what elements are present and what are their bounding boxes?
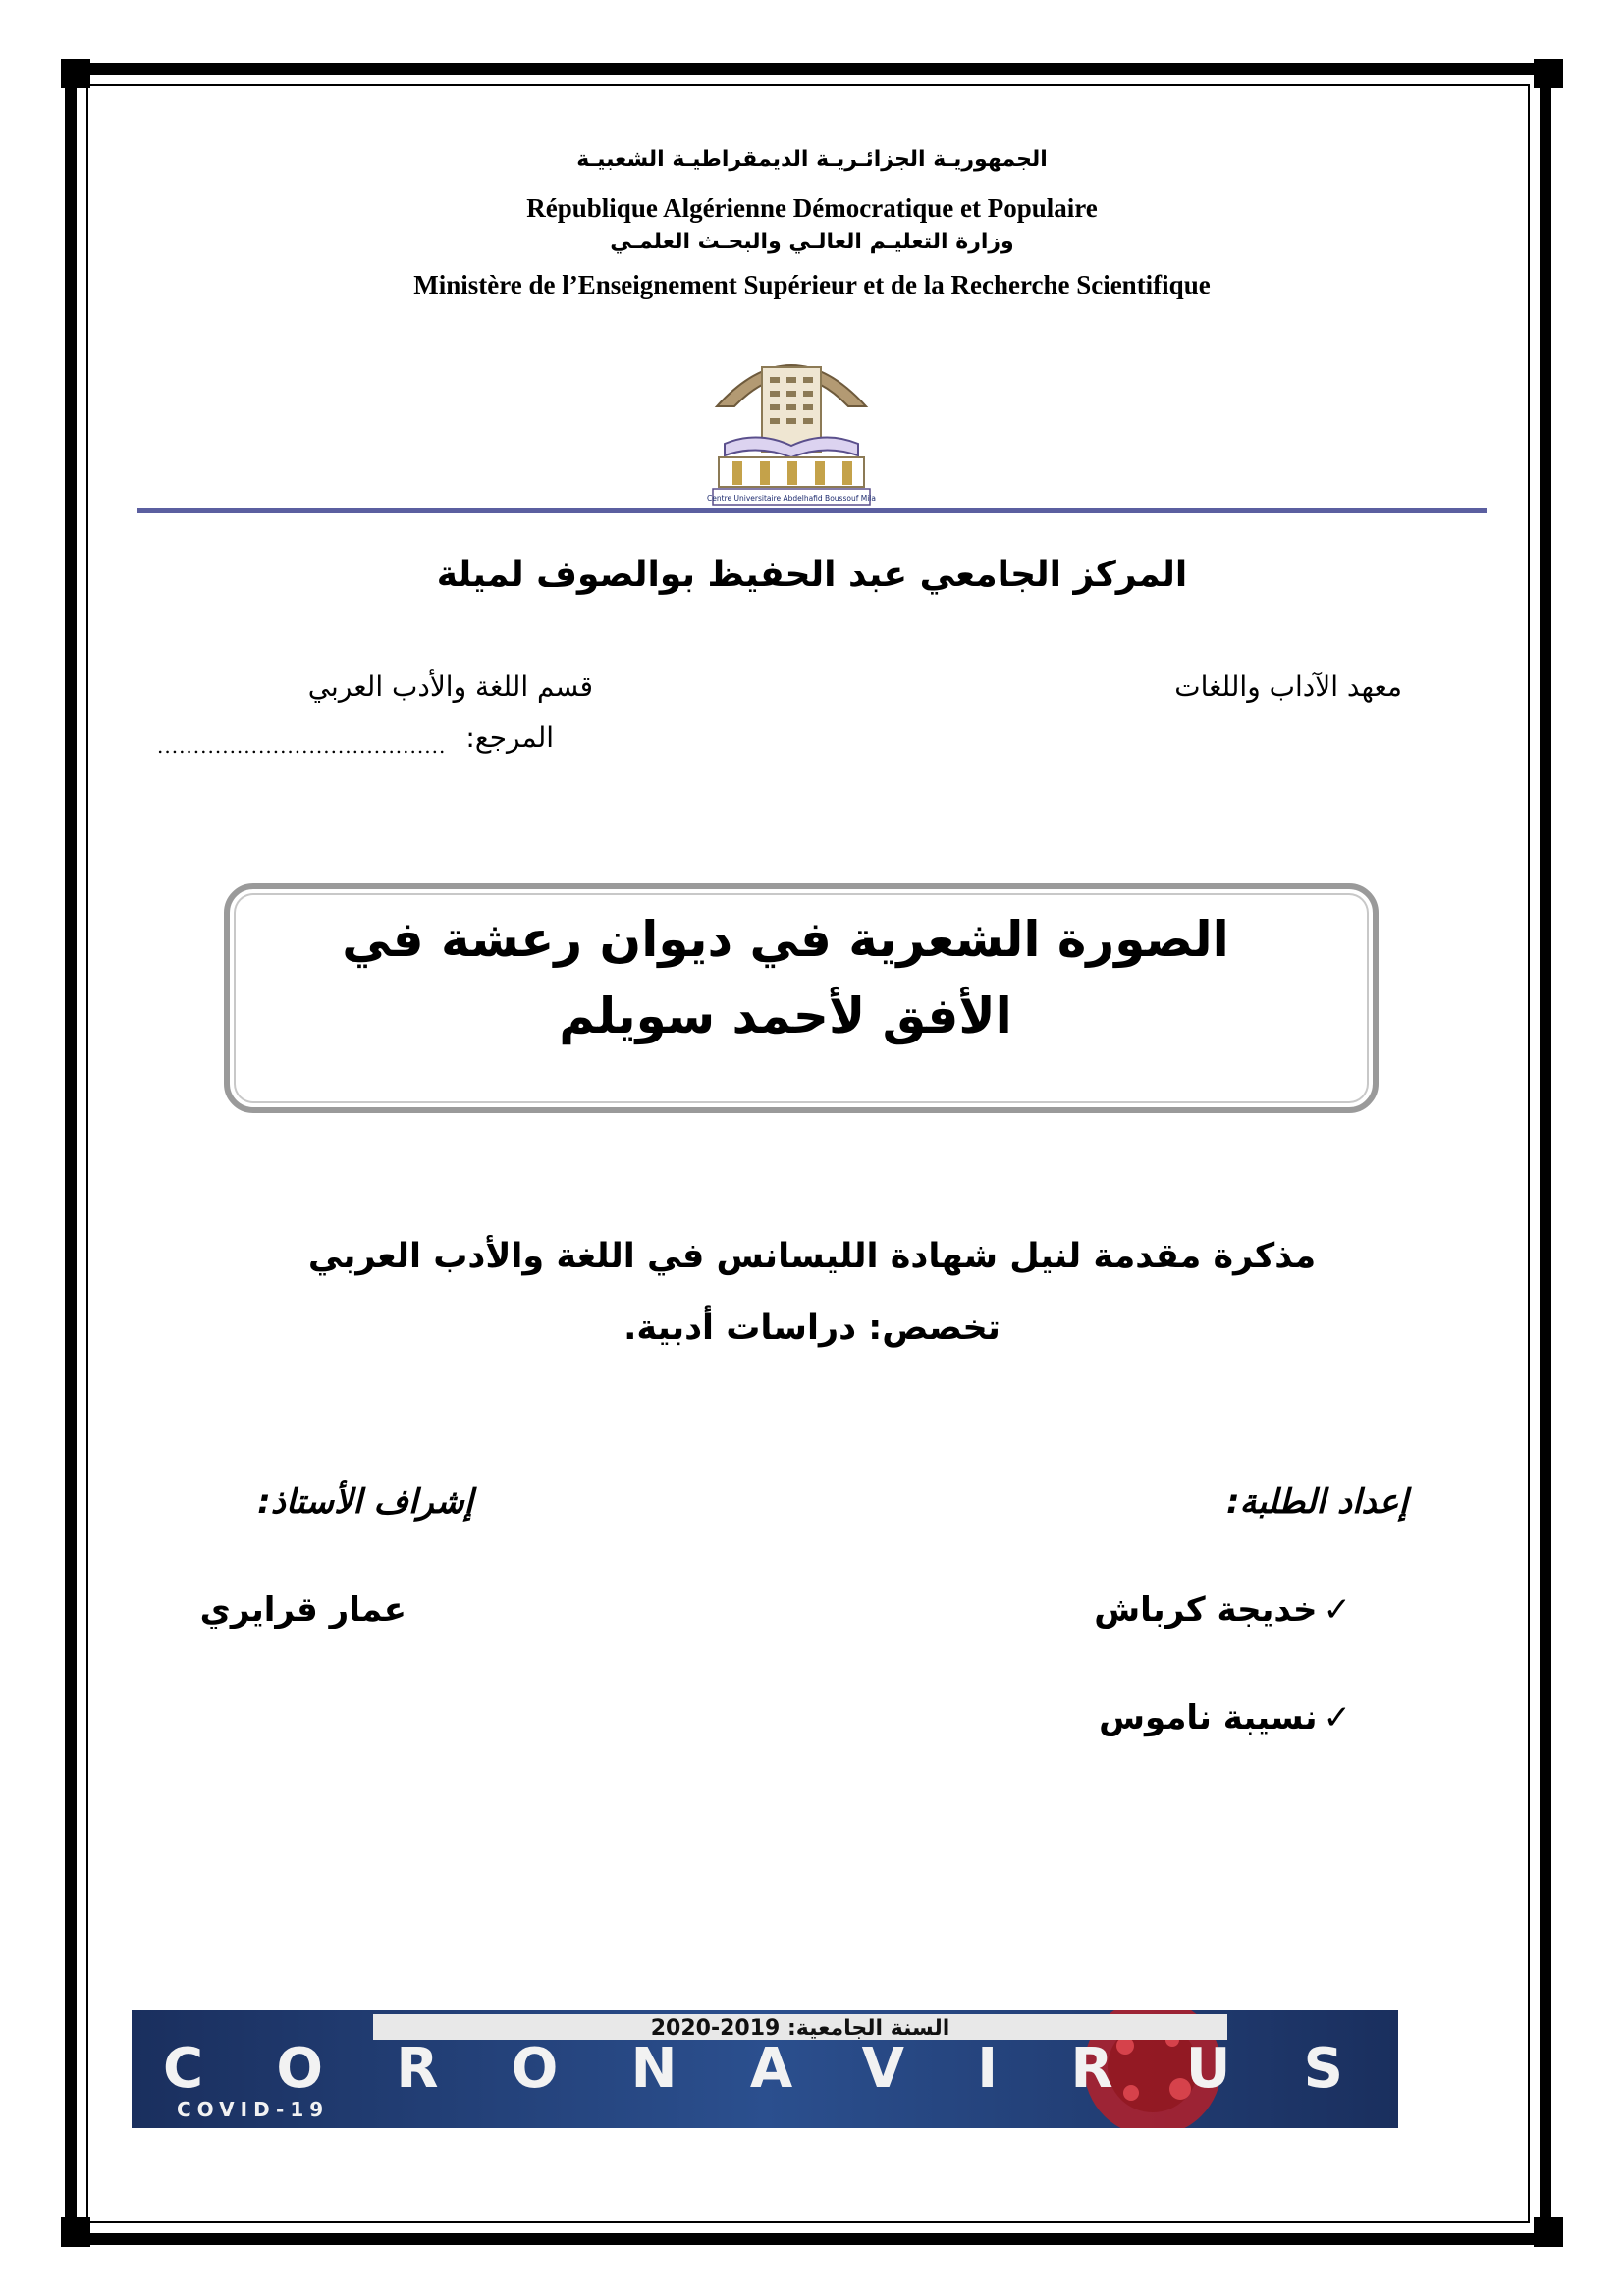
frame-corner-top-left xyxy=(61,59,90,88)
supervisor-label: إشراف الأستاذ: xyxy=(257,1482,473,1522)
frame-corner-bottom-left xyxy=(61,2217,90,2247)
supervisor-name: عمار قرايري xyxy=(199,1590,406,1629)
prepared-by-label: إعداد الطلبة: xyxy=(1225,1482,1408,1522)
banner-subtitle: COVID-19 xyxy=(177,2098,330,2121)
reference-dots: ........................................ xyxy=(157,734,447,758)
check-icon: ✓ xyxy=(1323,1698,1351,1737)
banner-graphic xyxy=(132,2010,1398,2128)
student-item xyxy=(1094,1590,1351,1629)
student-name: نسيبة ناموس xyxy=(1099,1698,1318,1737)
student-item xyxy=(1099,1698,1351,1737)
republic-arabic: الجمهوريـة الجزائـريـة الديمقراطيـة الشعبيـة xyxy=(576,147,1048,172)
academic-year: السنة الجامعية: 2019-2020 xyxy=(650,2016,950,2041)
specialty: تخصص: دراسات أدبية. xyxy=(623,1308,1001,1348)
memo-description: مذكرة مقدمة لنيل شهادة الليسانس في اللغة والأدب العربي xyxy=(307,1237,1317,1276)
coronavirus-banner xyxy=(132,2010,1398,2128)
logo-caption: Centre Universitaire Abdelhafid Boussouf Mila xyxy=(707,494,876,503)
institute-name: معهد الآداب واللغات xyxy=(1174,670,1402,703)
university-logo xyxy=(699,334,884,508)
ministry-arabic: وزارة التعليـم العالـي والبحـث العلمـي xyxy=(610,230,1014,254)
banner-title: CORONAVIRUS xyxy=(163,2037,1361,2101)
university-center-name: المركز الجامعي عبد الحفيظ بوالصوف لميلة xyxy=(436,555,1188,595)
header-divider xyxy=(137,508,1487,513)
frame-corner-top-right xyxy=(1534,59,1563,88)
republic-french: République Algérienne Démocratique et Populaire xyxy=(526,193,1098,223)
department-name: قسم اللغة والأدب العربي xyxy=(307,670,593,703)
thesis-title: الصورة الشعرية في ديوان رعشة في الأفق لأحمد سويلم xyxy=(342,911,1229,1044)
frame-corner-bottom-right xyxy=(1534,2217,1563,2247)
ministry-french: Ministère de l’Enseignement Supérieur et de la Recherche Scientifique xyxy=(413,270,1211,299)
student-name: خديجة كرباش xyxy=(1094,1590,1318,1629)
reference-label: المرجع: xyxy=(465,721,554,754)
check-icon: ✓ xyxy=(1323,1590,1351,1629)
